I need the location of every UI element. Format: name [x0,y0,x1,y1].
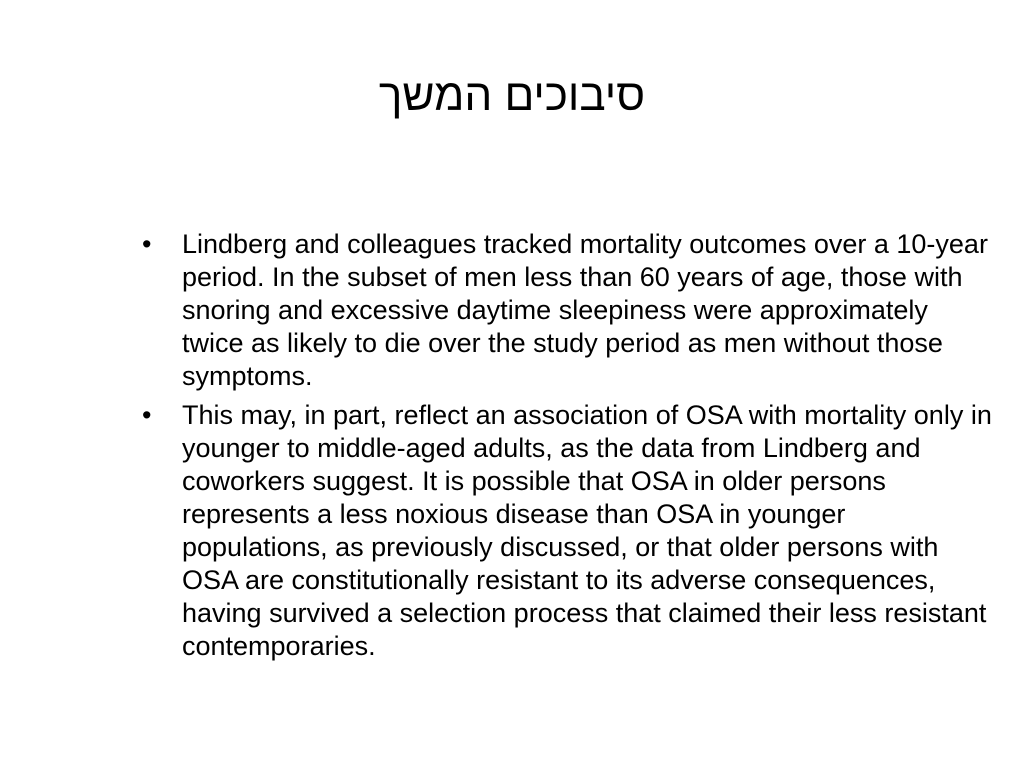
bullet-icon: • [142,400,152,430]
bullet-text: This may, in part, reflect an association of OSA with mortality only in younger to middle-aged adults, as the data from Lindberg and coworkers suggest. It is possible that OSA in older persons represents a less noxious disease than OSA in younger populations, as previously discussed, or that older persons with OSA are constitutionally resistant to its adverse consequences, having survived a selection process that claimed their less resistant contemporaries. [182,400,992,661]
bullet-list [142,228,992,669]
bullet-item-mortality-study [142,228,992,393]
bullet-item-osa-association [142,399,992,663]
slide-title: סיבוכים המשך [378,71,646,120]
bullet-text: Lindberg and colleagues tracked mortality outcomes over a 10-year period. In the subset of men less than 60 years of age, those with snoring and excessive daytime sleepiness were approximately twice as likely to die over the study period as men without those symptoms. [182,229,988,391]
bullet-icon: • [142,229,152,259]
